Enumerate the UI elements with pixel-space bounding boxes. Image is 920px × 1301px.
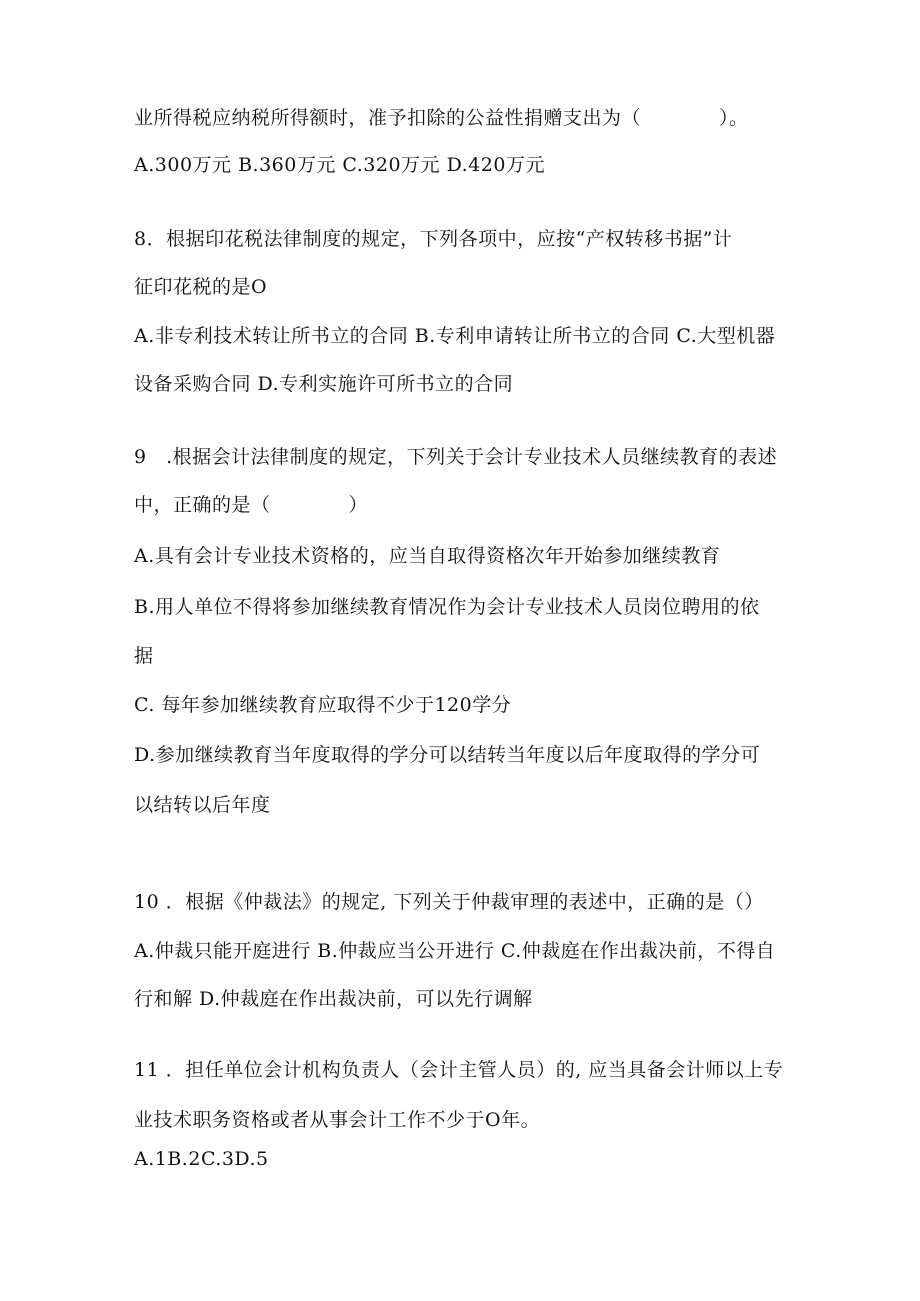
- text-line: 8．根据印花税法律制度的规定，下列各项中，应按“产权转移书据”计: [134, 228, 733, 250]
- text-line: C. 每年参加继续教育应取得不少于120学分: [134, 694, 512, 716]
- text-line: 据: [134, 645, 154, 667]
- text-line: 10 ．根据《仲裁法》的规定, 下列关于仲裁审理的表述中，正确的是（）: [134, 891, 764, 913]
- text-line: A.1B.2C.3D.5: [134, 1148, 269, 1170]
- text-line: 9 .根据会计法律制度的规定，下列关于会计专业技术人员继续教育的表述: [134, 446, 778, 468]
- text-line: 业所得税应纳税所得额时，准予扣除的公益性捐赠支出为（ ）。: [134, 107, 749, 129]
- text-line: 征印花税的是O: [134, 276, 268, 298]
- text-line: A.具有会计专业技术资格的，应当自取得资格次年开始参加继续教育: [134, 545, 721, 567]
- text-line: A.非专利技术转让所书立的合同 B.专利申请转让所书立的合同 C.大型机器: [134, 325, 776, 347]
- text-line: 行和解 D.仲裁庭在作出裁决前，可以先行调解: [134, 988, 533, 1010]
- text-line: A.仲裁只能开庭进行 B.仲裁应当公开进行 C.仲裁庭在作出裁决前，不得自: [134, 940, 776, 962]
- text-line: 以结转以后年度: [134, 794, 271, 816]
- text-line: 中，正确的是（ ）: [134, 494, 369, 516]
- text-line: A.300万元 B.360万元 C.320万元 D.420万元: [134, 154, 545, 176]
- text-line: D.参加继续教育当年度取得的学分可以结转当年度以后年度取得的学分可: [134, 744, 761, 766]
- text-line: 业技术职务资格或者从事会计工作不少于O年。: [134, 1109, 541, 1131]
- text-line: 11 ．担任单位会计机构负责人（会计主管人员）的, 应当具备会计师以上专: [134, 1059, 784, 1081]
- text-line: B.用人单位不得将参加继续教育情况作为会计专业技术人员岗位聘用的依: [134, 596, 760, 618]
- text-line: 设备采购合同 D.专利实施许可所书立的合同: [134, 373, 514, 395]
